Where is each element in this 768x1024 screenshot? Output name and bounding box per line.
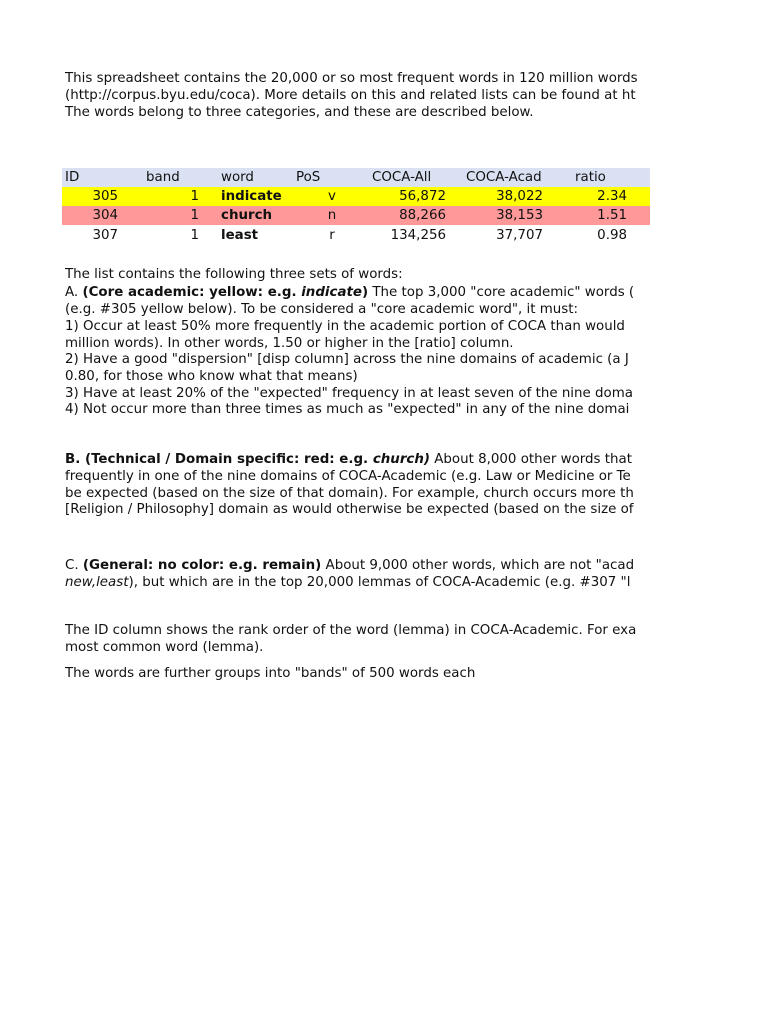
cell-pos: r [329, 228, 335, 243]
section-b-title-italic: church) [372, 452, 431, 467]
table-row [62, 187, 650, 206]
header-band: band [146, 170, 180, 185]
cell-coca-all: 88,266 [399, 208, 446, 223]
section-c-line [65, 574, 630, 591]
cell-id: 304 [92, 208, 118, 223]
section-b-line: [Religion / Philosophy] domain as would otherwise be expected (based on the size of [65, 502, 634, 517]
section-c-prefix: C. [65, 558, 83, 573]
cell-coca-acad: 38,153 [496, 208, 543, 223]
cell-band: 1 [190, 228, 199, 243]
section-b-line: frequently in one of the nine domains of COCA-Academic (e.g. Law or Medicine or Te [65, 469, 631, 484]
section-a-line: 1) Occur at least 50% more frequently in the academic portion of COCA than would [65, 319, 625, 334]
section-b-line: be expected (based on the size of that domain). For example, church occurs more th [65, 486, 634, 501]
section-a-line: 3) Have at least 20% of the "expected" frequency in at least seven of the nine doma [65, 386, 633, 401]
id-note-line: The ID column shows the rank order of the word (lemma) in COCA-Academic. For exa [65, 623, 637, 638]
cell-word: indicate [221, 189, 282, 204]
header-coca-all: COCA-All [372, 170, 432, 185]
section-a-prefix: A. [65, 285, 83, 300]
header-ratio: ratio [575, 170, 606, 185]
cell-band: 1 [190, 208, 199, 223]
section-a-title-rest: The top 3,000 "core academic" words ( [368, 285, 635, 300]
section-a-title [65, 284, 634, 301]
cell-id: 305 [92, 189, 118, 204]
section-b-title [65, 451, 632, 468]
cell-pos: n [327, 208, 337, 223]
bands-note: The words are further groups into "bands" of 500 words each [65, 666, 476, 681]
section-a-line: 2) Have a good "dispersion" [disp column] across the nine domains of academic (a J [65, 352, 629, 367]
section-b-title-bold: B. (Technical / Domain specific: red: e.g. [65, 452, 373, 467]
section-c-title-rest: About 9,000 other words, which are not "acad [321, 558, 635, 573]
cell-coca-acad: 37,707 [496, 228, 543, 243]
section-a-title-close: ) [361, 285, 369, 300]
id-note-line: most common word (lemma). [65, 640, 264, 655]
table-row [62, 226, 650, 245]
list-intro: The list contains the following three sets of words: [65, 267, 403, 282]
cell-coca-acad: 38,022 [496, 189, 543, 204]
header-pos: PoS [296, 170, 321, 185]
section-a-title-italic: indicate [301, 285, 362, 300]
cell-word: church [221, 208, 273, 223]
cell-id: 307 [92, 228, 118, 243]
cell-word: least [221, 228, 259, 243]
section-c-line-rest: ), but which are in the top 20,000 lemmas of COCA-Academic (e.g. #307 "l [128, 575, 631, 590]
table-row [62, 206, 650, 225]
section-c-line-italic: new,least [65, 575, 129, 590]
cell-ratio: 1.51 [597, 208, 627, 223]
intro-line-2: (http://corpus.byu.edu/coca). More details on this and related lists can be found at ht [65, 88, 636, 103]
cell-band: 1 [190, 189, 199, 204]
section-a-line: (e.g. #305 yellow below). To be considered a "core academic word", it must: [65, 302, 579, 317]
cell-coca-all: 56,872 [399, 189, 446, 204]
section-a-line: 0.80, for those who know what that means) [65, 369, 358, 384]
section-a-line: million words). In other words, 1.50 or higher in the [ratio] column. [65, 336, 514, 351]
section-b-title-rest: About 8,000 other words that [430, 452, 632, 467]
header-coca-acad: COCA-Acad [466, 170, 542, 185]
section-c-title [65, 557, 634, 574]
intro-line-1: This spreadsheet contains the 20,000 or so most frequent words in 120 million words [65, 71, 638, 86]
section-a-title-bold: (Core academic: yellow: e.g. [82, 285, 302, 300]
table-header-row [62, 168, 650, 187]
header-word: word [221, 170, 254, 185]
section-c-title-bold: (General: no color: e.g. remain) [82, 558, 322, 573]
cell-coca-all: 134,256 [390, 228, 446, 243]
intro-line-3: The words belong to three categories, and these are described below. [65, 105, 534, 120]
cell-pos: v [328, 189, 336, 204]
cell-ratio: 0.98 [597, 228, 627, 243]
section-a-line: 4) Not occur more than three times as much as "expected" in any of the nine domai [65, 402, 630, 417]
header-id: ID [65, 170, 80, 185]
cell-ratio: 2.34 [597, 189, 627, 204]
